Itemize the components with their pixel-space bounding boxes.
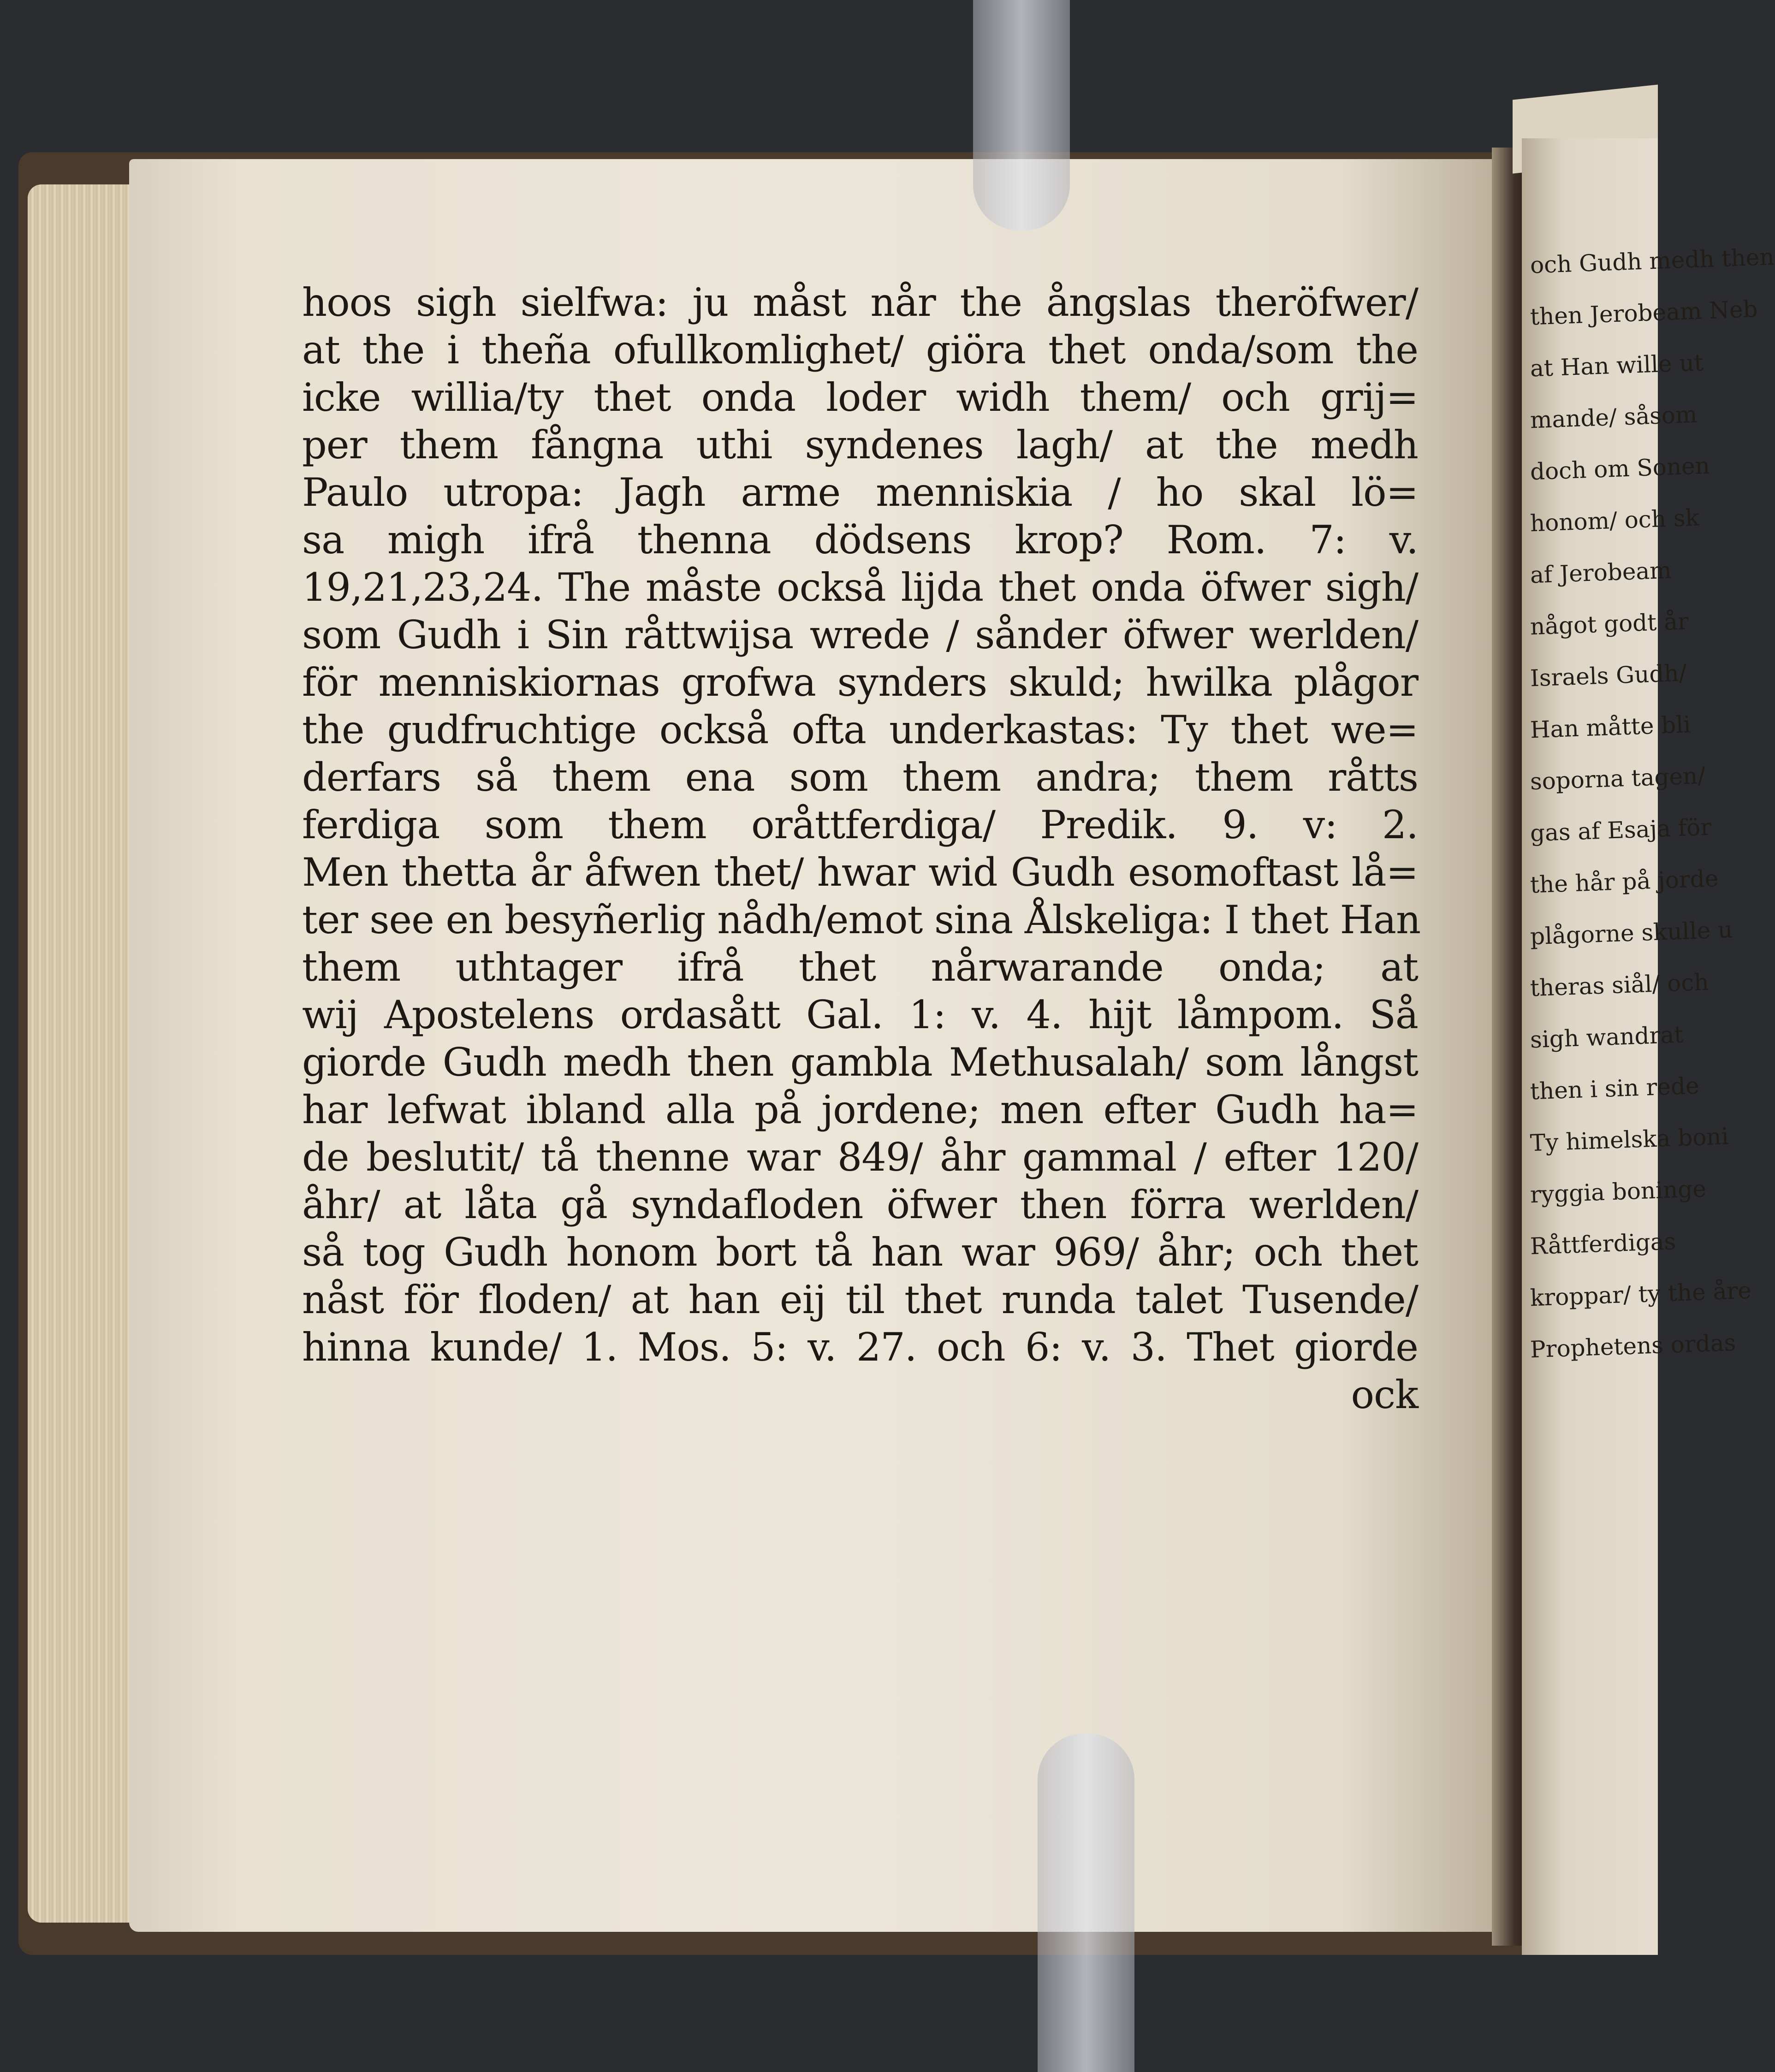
text-line: sa migh ifrå thenna dödsens krop? Rom. 7: v. xyxy=(302,517,1418,562)
text-line: at the i theña ofullkomlighet/ giöra thet onda/som the xyxy=(302,327,1418,373)
text-line: wij Apostelens ordasått Gal. 1: v. 4. hijt låmpom. Så xyxy=(302,992,1418,1037)
right-text-line: sigh wandrat xyxy=(1529,1021,1684,1054)
left-page-text-block xyxy=(302,279,1421,1419)
text-line: ferdiga som them oråttferdiga/ Predik. 9. v: 2. xyxy=(302,802,1418,847)
right-text-line: Israels Gudh/ xyxy=(1529,659,1687,692)
right-text-line: mande/ såsom xyxy=(1529,401,1698,434)
right-text-line: Ty himelska boni xyxy=(1529,1123,1729,1157)
text-line: Men thetta år åfwen thet/ hwar wid Gudh esomoftast lå= xyxy=(302,850,1418,895)
right-text-line: the hår på jorde xyxy=(1529,865,1719,899)
text-line: har lefwat ibland alla på jordene; men efter Gudh ha= xyxy=(302,1087,1418,1132)
text-line: icke willia/ty thet onda loder widh them/ och grij= xyxy=(302,375,1418,420)
right-text-line: Prophetens ordas xyxy=(1529,1329,1737,1363)
right-text-line: och Gudh medh then xyxy=(1529,243,1775,279)
right-text-line: theras siål/ och xyxy=(1529,968,1710,1002)
text-line: 19,21,23,24. The måste också lijda thet onda öfwer sigh/ xyxy=(302,565,1418,610)
bottom-page-clip xyxy=(1038,1734,1134,2072)
right-text-line: plågorne skulle u xyxy=(1529,916,1733,950)
text-line: så tog Gudh honom bort tå han war 969/ åhr; och thet xyxy=(302,1230,1418,1275)
right-text-line: then i sin rede xyxy=(1529,1072,1700,1105)
text-line: hoos sigh sielfwa: ju måst når the ångslas theröfwer/ xyxy=(302,280,1418,325)
text-line: åhr/ at låta gå syndafloden öfwer then förra werlden/ xyxy=(302,1182,1418,1227)
text-line: nåst för floden/ at han eij til thet runda talet Tusende/ xyxy=(302,1277,1418,1322)
right-text-line: at Han wille ut xyxy=(1529,349,1704,382)
catchword: ock xyxy=(1351,1372,1418,1417)
right-text-line: kroppar/ ty the åre xyxy=(1529,1277,1752,1312)
text-line: derfars så them ena som them andra; them råtts xyxy=(302,755,1418,800)
text-line: hinna kunde/ 1. Mos. 5: v. 27. och 6: v. 3. Thet giorde xyxy=(302,1325,1418,1370)
right-text-line: then Jerobeam Neb xyxy=(1529,296,1758,331)
right-text-line: soporna tagen/ xyxy=(1529,762,1706,795)
text-line: som Gudh i Sin råttwijsa wrede / sånder öfwer werlden/ xyxy=(302,612,1418,657)
right-text-line: doch om Sonen xyxy=(1529,452,1710,485)
text-line: them uthtager ifrå thet nårwarande onda; at xyxy=(302,945,1418,990)
text-line: per them fångna uthi syndenes lagh/ at the medh xyxy=(302,422,1418,468)
text-line: ter see en besyñerlig nådh/emot sina Ålskeliga: I thet Han xyxy=(302,897,1421,942)
right-text-line: Råttferdigas xyxy=(1529,1228,1677,1260)
right-text-line: något godt år xyxy=(1529,608,1689,640)
text-line: Paulo utropa: Jagh arme menniskia / ho skal lö= xyxy=(302,470,1418,515)
right-text-line: honom/ och sk xyxy=(1529,504,1700,537)
right-text-line: ryggia boninge xyxy=(1529,1175,1707,1208)
text-line: the gudfruchtige också ofta underkastas: Ty thet we= xyxy=(302,707,1418,752)
right-text-line: gas af Esaja för xyxy=(1529,813,1712,847)
right-page-text-fragment xyxy=(1522,240,1775,1761)
text-line: för menniskiornas grofwa synders skuld; hwilka plågor xyxy=(302,660,1418,705)
right-text-line: af Jerobeam xyxy=(1529,556,1672,589)
top-page-clip xyxy=(973,0,1070,231)
text-line: giorde Gudh medh then gambla Methusalah/ som långst xyxy=(302,1040,1418,1085)
text-line: de beslutit/ tå thenne war 849/ åhr gammal / efter 120/ xyxy=(302,1135,1418,1180)
right-text-line: Han måtte bli xyxy=(1529,711,1692,744)
